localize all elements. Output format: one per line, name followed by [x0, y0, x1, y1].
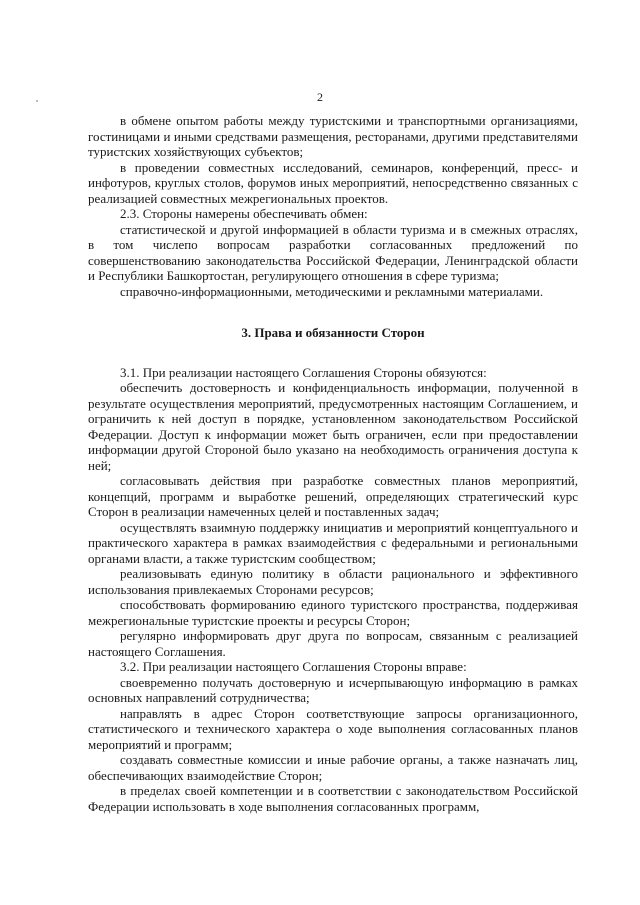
document-body — [88, 113, 578, 814]
paragraph: осуществлять взаимную поддержку инициатив и мероприятий концептуального и практического характера в рамках взаимодействия с федеральными и региональными органами власти, а также туристским сообществом; — [88, 519, 578, 566]
paragraph: в проведении совместных исследований, семинаров, конференций, пресс- и инфотуров, круглых столов, форумов иных мероприятий, непосредственно связанных с реализацией совместных межрегиональных проектов. — [88, 159, 578, 206]
paragraph: обеспечить достоверность и конфиденциальность информации, полученной в результате осуществления мероприятий, предусмотренных настоящим Соглашением, и ограничить к ней доступ в порядке, установленном законодательством Российской Федерации. Доступ к информации может быть ограничен, если при предоставлении информации другой Стороной было указано на необходимость ограничения доступа к ней; — [88, 380, 578, 473]
paragraph: направлять в адрес Сторон соответствующие запросы организационного, статистического и технического характера о ходе выполнения согласованных планов мероприятий и программ; — [88, 705, 578, 752]
paragraph: своевременно получать достоверную и исчерпывающую информацию в рамках основных направлений сотрудничества; — [88, 674, 578, 705]
paragraph: способствовать формированию единого туристского пространства, поддерживая межрегиональные туристские проекты и ресурсы Сторон; — [88, 597, 578, 628]
paragraph: создавать совместные комиссии и иные рабочие органы, а также назначать лиц, обеспечивающих взаимодействие Сторон; — [88, 752, 578, 783]
clause-3-2: 3.2. При реализации настоящего Соглашения Стороны вправе: — [120, 659, 467, 674]
paragraph: реализовывать единую политику в области рационального и эффективного использования привлекаемых Сторонами ресурсов; — [88, 566, 578, 597]
paragraph: в пределах своей компетенции и в соответствии с законодательством Российской Федерации использовать в ходе выполнения согласованных программ, — [88, 783, 578, 814]
paragraph: статистической и другой информацией в области туризма и в смежных отраслях, в том числепо вопросам разработки согласованных предложений по совершенствованию законодательства Российской Федерации, Ленинградской области и Республики Башкортостан, регулирующего отношения в сфере туризма; — [88, 221, 578, 283]
clause-3-1: 3.1. При реализации настоящего Соглашения Стороны обязуются: — [120, 364, 487, 380]
clause-2-3: 2.3. Стороны намерены обеспечивать обмен: — [120, 206, 368, 221]
section-heading: 3. Права и обязанности Сторон — [241, 325, 425, 340]
paragraph: регулярно информировать друг друга по вопросам, связанным с реализацией настоящего Соглашения. — [88, 628, 578, 659]
paragraph: справочно-информационными, методическими и рекламными материалами. — [120, 283, 544, 299]
page-number: 2 — [317, 90, 323, 104]
paragraph: согласовывать действия при разработке совместных планов мероприятий, концепций, программ и выработке решений, определяющих стратегический курс Сторон в реализации намеченных целей и поставленных задач; — [88, 473, 578, 519]
paragraph: в обмене опытом работы между туристскими и транспортными организациями, гостиницами и иными средствами размещения, ресторанами, другими представителями туристских хозяйствующих субъектов; — [88, 113, 578, 159]
